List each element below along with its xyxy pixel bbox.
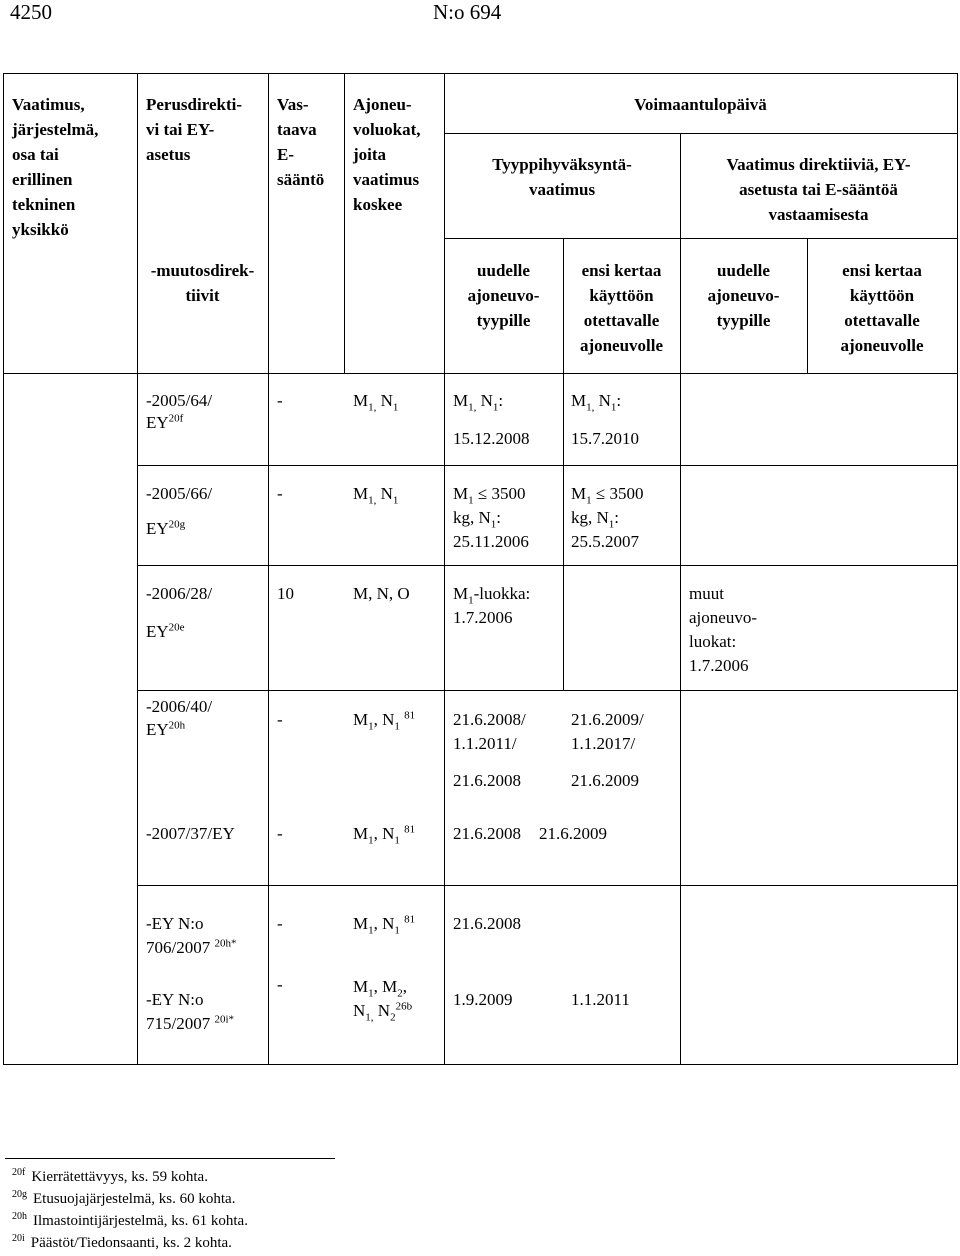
date-first-use: 21.6.2009/ (571, 710, 644, 729)
date-first-use-3: 21.6.2009 (571, 771, 639, 790)
vehicle-classes: $M_1$, $N_1$ $^{81}$ (353, 913, 416, 937)
date-type-new: $M_1$-luokka: (453, 584, 531, 607)
date-type-new-3: 21.6.2008 (453, 771, 521, 790)
directive-suffix: $EY^{20e}$ (146, 621, 185, 641)
header-first-use-1: ensi kertaa käyttöön otettavalle ajoneuvolle (579, 261, 664, 355)
vehicle-classes: $M_{1,}$ $N_1$ (353, 484, 399, 507)
header-new-type-2: uudelle ajoneuvo- tyypille (707, 261, 780, 330)
other-classes-date: 1.7.2006 (689, 656, 749, 675)
other-classes-label-3: luokat: (689, 632, 737, 651)
header-e-regulation: Vas- taava E- sääntö (277, 95, 325, 189)
directive-number: -2006/28/ (146, 584, 213, 603)
header-new-type-1: uudelle ajoneuvo- tyypille (467, 261, 540, 330)
directive-suffix: $EY^{20f}$ (146, 412, 184, 432)
header-first-use-2: ensi kertaa käyttöön otettavalle ajoneuvolle (840, 261, 924, 355)
header-requirement: Vaatimus, järjestelmä, osa tai erillinen tekninen yksikkö (12, 95, 99, 239)
date-type-new: 21.6.2008 (453, 824, 521, 843)
header-amendments: -muutosdirek- tiivit (150, 261, 255, 305)
vehicle-classes: $M_1$, $M_2$, (353, 977, 407, 1000)
footnote: $^{20f}$ Kierrätettävyys, ks. 59 kohta. (12, 1167, 208, 1185)
date-first-use-value: 15.7.2010 (571, 429, 639, 448)
date-type-new: 21.6.2008 (453, 914, 521, 933)
directive-number: -2005/64/ (146, 391, 213, 410)
header-vehicle-classes: Ajoneu- voluokat, joita vaatimus koskee (353, 95, 421, 214)
header-effective-date: Voimaantulopäivä (634, 95, 767, 114)
date-first-use: $M_{1,}$ $N_1$: (571, 391, 622, 414)
date-first-use: 21.6.2009 (539, 824, 607, 843)
footnote: $^{20h}$ Ilmastointijärjestelmä, ks. 61 kohta. (12, 1211, 248, 1229)
directive-suffix: 706/2007 $^{20h*}$ (146, 937, 237, 957)
date-type-new-line2: kg, $N_1$: (453, 508, 502, 531)
vehicle-classes: $M_1$, $N_1$ $^{81}$ (353, 823, 416, 847)
page-number: 4250 (10, 0, 52, 24)
e-regulation: 10 (277, 584, 294, 603)
date-type-new: $M_{1,}$ $N_1$: (453, 391, 504, 414)
directive-suffix: 715/2007 $^{20i*}$ (146, 1013, 235, 1033)
vehicle-classes: $M_{1,}$ $N_1$ (353, 391, 399, 414)
header-base-directive: Perusdirekti- vi tai EY- asetus (146, 95, 243, 164)
directive-number: -2006/40/ (146, 697, 213, 716)
other-classes-label-2: ajoneuvo- (689, 608, 757, 627)
other-classes-label: muut (689, 584, 724, 603)
date-first-use: 1.1.2011 (571, 990, 630, 1009)
date-type-new-value: 15.12.2008 (453, 429, 530, 448)
date-first-use-2: 1.1.2017/ (571, 734, 636, 753)
directive-number: -EY N:o (146, 914, 204, 933)
date-first-use-value: 25.5.2007 (571, 532, 639, 551)
vehicle-classes: M, N, O (353, 584, 410, 603)
date-type-new: $M_1 \le 3500$ (453, 484, 526, 507)
e-regulation: - (277, 914, 283, 933)
e-regulation: - (277, 710, 283, 729)
header-type-approval: Tyyppihyväksyntä- vaatimus (492, 155, 632, 199)
directive-number: -2007/37/EY (146, 824, 235, 843)
date-first-use-line2: kg, $N_1$: (571, 508, 620, 531)
header-compliance: Vaatimus direktiiviä, EY- asetusta tai E-sääntöä vastaamisesta (726, 155, 911, 224)
date-type-new: 21.6.2008/ (453, 710, 526, 729)
document-number: N:o 694 (433, 0, 502, 24)
directive-suffix: $EY^{20g}$ (146, 518, 186, 538)
directive-number: -EY N:o (146, 990, 204, 1009)
date-type-new: 1.9.2009 (453, 990, 513, 1009)
date-type-new-value: 1.7.2006 (453, 608, 513, 627)
footnote: $^{20i}$ Päästöt/Tiedonsaanti, ks. 2 kohta. (12, 1233, 232, 1251)
directive-number: -2005/66/ (146, 484, 213, 503)
e-regulation: - (277, 824, 283, 843)
directive-suffix: $EY^{20h}$ (146, 719, 186, 739)
date-type-new-value: 25.11.2006 (453, 532, 529, 551)
e-regulation: - (277, 975, 283, 994)
vehicle-classes: $M_1$, $N_1$ $^{81}$ (353, 709, 416, 733)
vehicle-classes-2: $N_{1,}$ $N_2^{26b}$ (353, 1000, 413, 1024)
e-regulation: - (277, 391, 283, 410)
footnote: $^{20g}$ Etusuojajärjestelmä, ks. 60 kohta. (12, 1189, 236, 1207)
date-first-use: $M_1 \le 3500$ (571, 484, 644, 507)
date-type-new-2: 1.1.2011/ (453, 734, 517, 753)
footnote-divider (5, 1158, 335, 1159)
e-regulation: - (277, 484, 283, 503)
